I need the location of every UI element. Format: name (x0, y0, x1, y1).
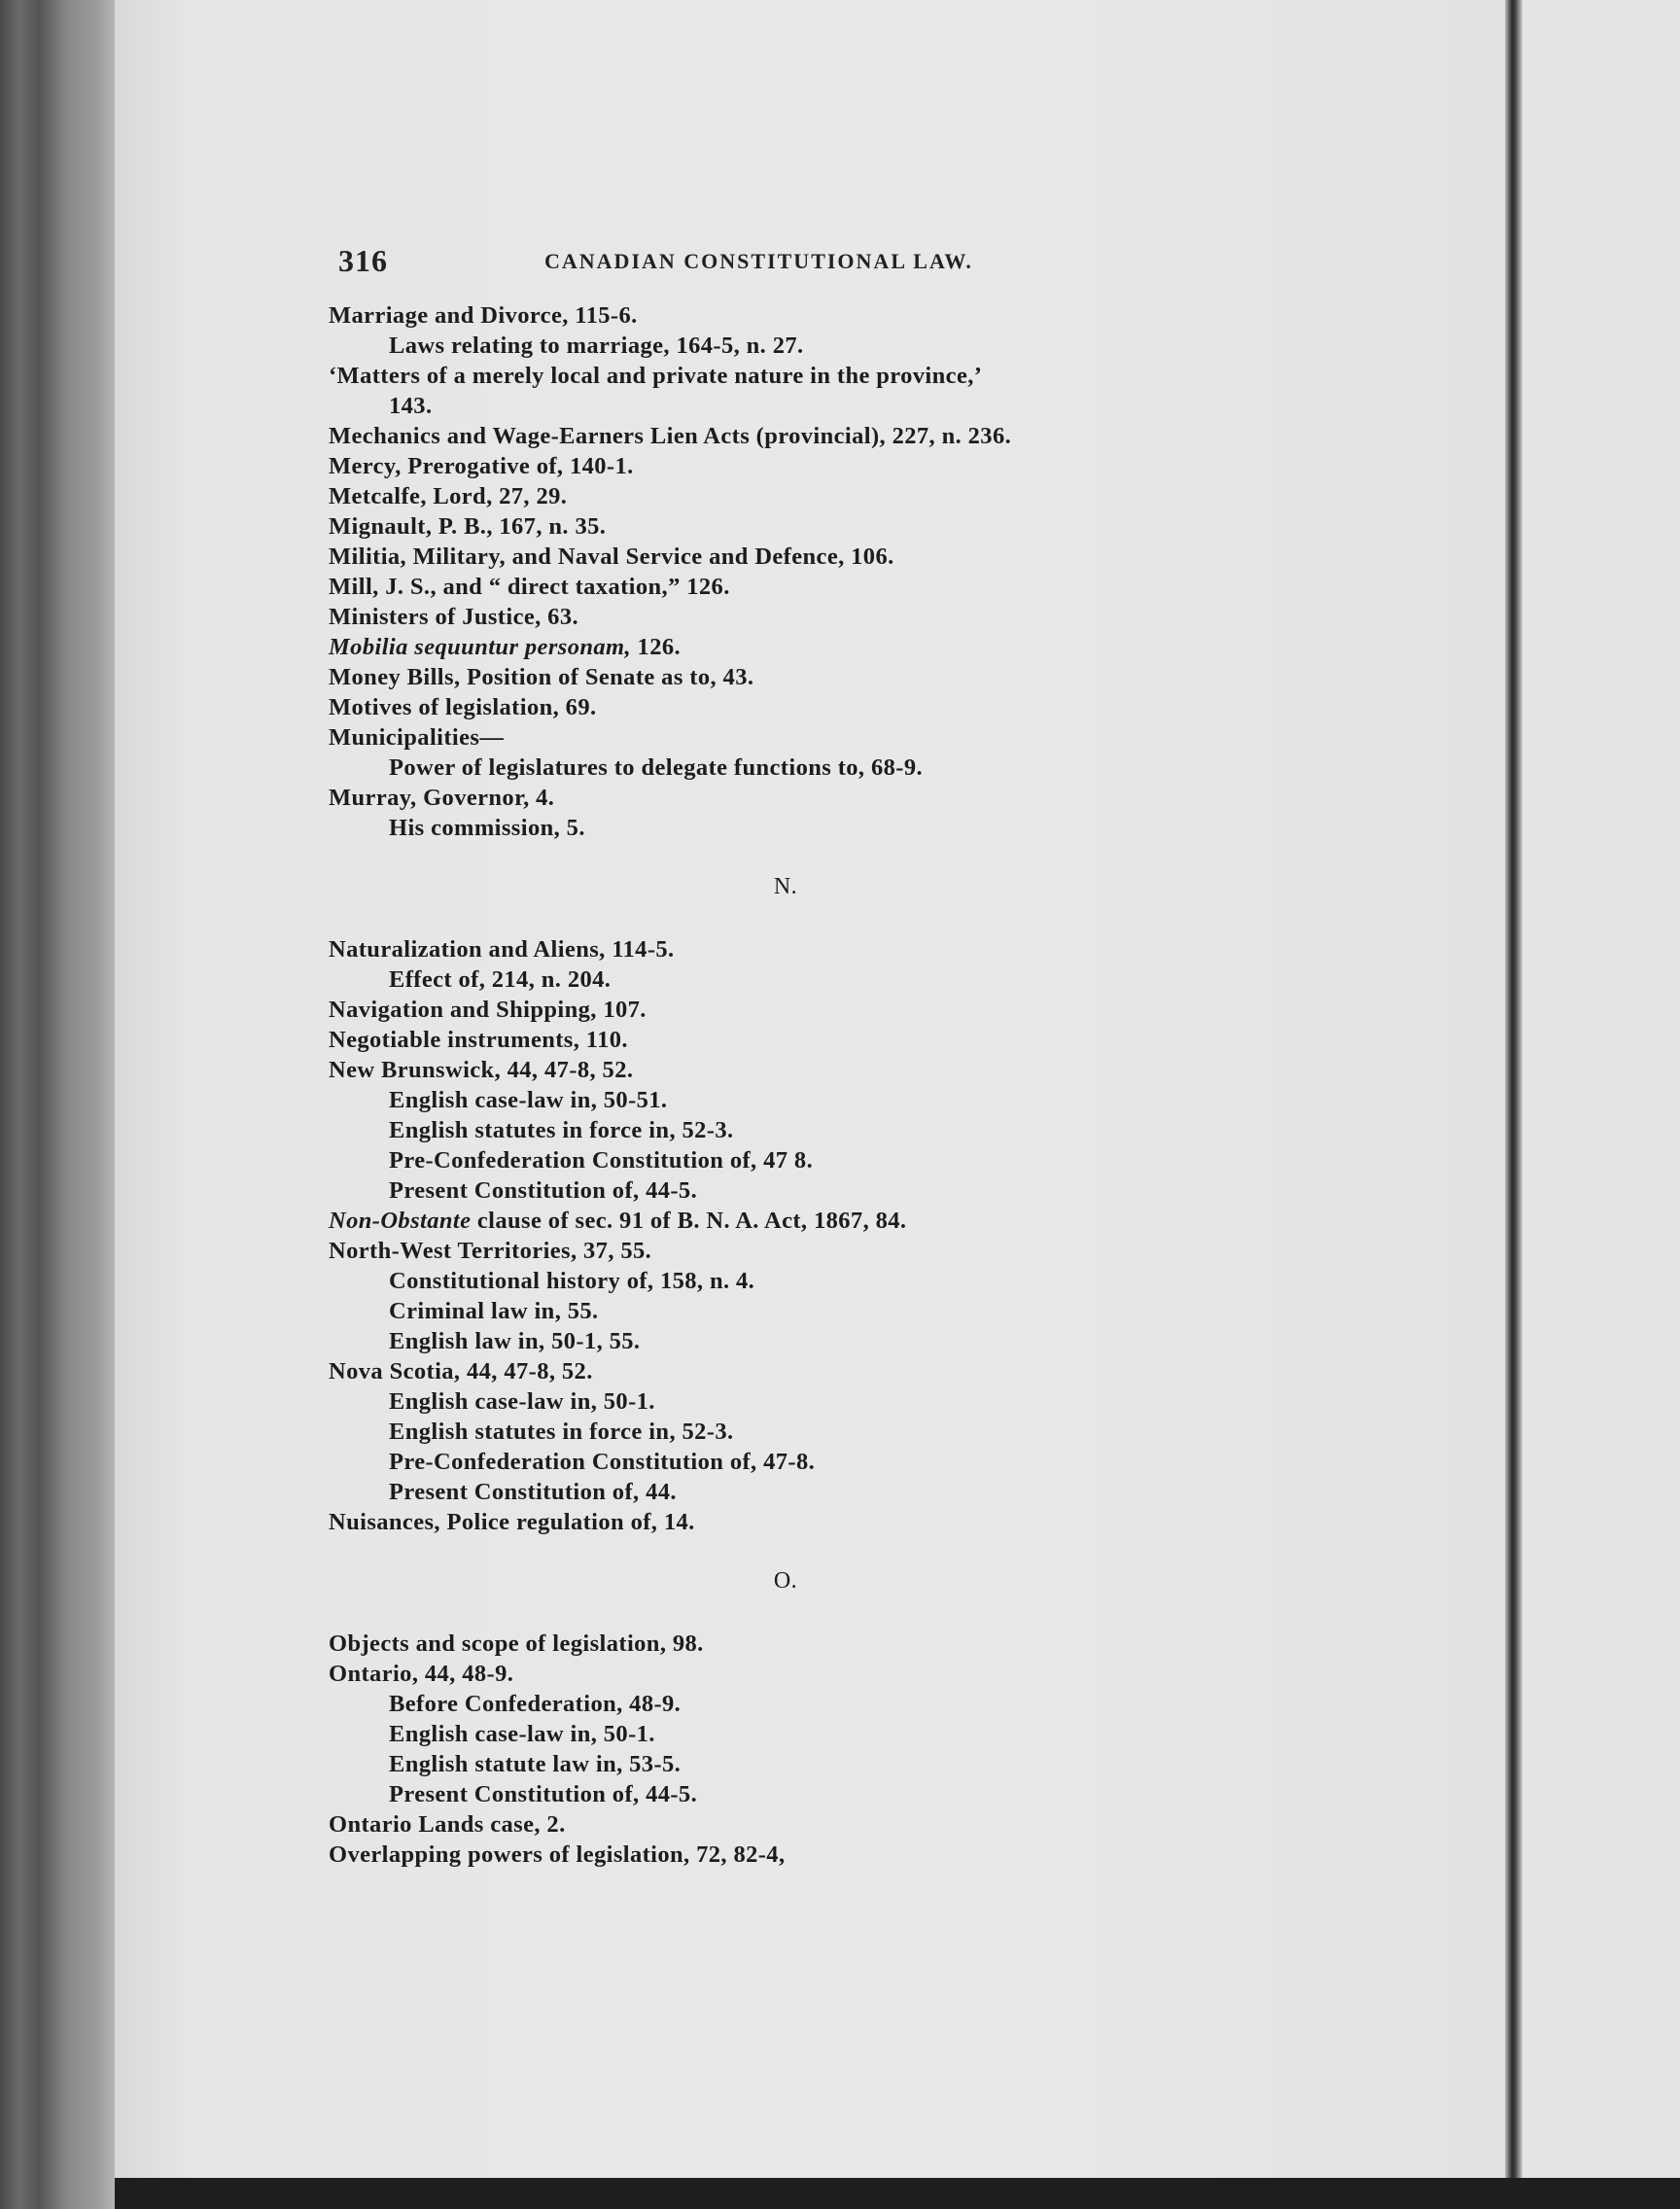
index-entry: Overlapping powers of legislation, 72, 82-4, (329, 1841, 786, 1868)
page-header (338, 243, 1038, 278)
index-subentry: Constitutional history of, 158, n. 4. (389, 1268, 755, 1294)
section-letter: N. (773, 874, 798, 899)
index-subentry: Laws relating to marriage, 164-5, n. 27. (389, 333, 804, 359)
index-subentry: Present Constitution of, 44. (389, 1479, 677, 1505)
index-entry: ‘Matters of a merely local and private nature in the province,’ (329, 363, 983, 389)
index-entry: Mercy, Prerogative of, 140-1. (329, 453, 634, 479)
index-entry (329, 1206, 1301, 1236)
index-subentry: Pre-Confederation Constitution of, 47 8. (389, 1147, 814, 1174)
index-entry: Marriage and Divorce, 115-6. (329, 302, 638, 329)
italic-term: Non-Obstante (329, 1208, 472, 1234)
index-subentry: English statutes in force in, 52-3. (389, 1117, 734, 1143)
index-entry: Ministers of Justice, 63. (329, 604, 578, 630)
index-entry: Motives of legislation, 69. (329, 694, 597, 720)
index-subentry: Power of legislatures to delegate functions to, 68-9. (389, 754, 924, 781)
index-entry: Nova Scotia, 44, 47-8, 52. (329, 1358, 593, 1385)
index-entry: Municipalities— (329, 724, 505, 751)
index-entry: Ontario Lands case, 2. (329, 1811, 566, 1838)
index-subentry: His commission, 5. (389, 815, 585, 841)
entry-text: 126. (631, 634, 682, 660)
book-gutter (1505, 0, 1522, 2209)
index-subentry: English statute law in, 53-5. (389, 1751, 682, 1777)
bottom-shadow (115, 2178, 1680, 2209)
index-subentry: English case-law in, 50-1. (389, 1721, 655, 1747)
book-edge (0, 0, 115, 2209)
index-entry: Mignault, P. B., 167, n. 35. (329, 513, 607, 540)
page-number: 316 (338, 243, 388, 278)
index-subentry: 143. (389, 393, 433, 419)
index-subentry: Before Confederation, 48-9. (389, 1691, 682, 1717)
facing-page-edge (1522, 0, 1680, 2209)
index-entry: Naturalization and Aliens, 114-5. (329, 936, 675, 963)
index-subentry: English law in, 50-1, 55. (389, 1328, 641, 1354)
index-entry: Objects and scope of legislation, 98. (329, 1630, 704, 1657)
index-subentry: English statutes in force in, 52-3. (389, 1419, 734, 1445)
entry-text: clause of sec. 91 of B. N. A. Act, 1867, 84. (471, 1208, 907, 1234)
section-letter: O. (773, 1568, 798, 1594)
index-entry: Mechanics and Wage-Earners Lien Acts (provincial), 227, n. 236. (329, 423, 1012, 449)
index-entry: Money Bills, Position of Senate as to, 43. (329, 664, 754, 690)
index-entry: Ontario, 44, 48-9. (329, 1661, 514, 1687)
index-entry: Militia, Military, and Naval Service and Defence, 106. (329, 543, 894, 570)
index-entry: Mill, J. S., and “ direct taxation,” 126. (329, 574, 730, 600)
index-entry: Negotiable instruments, 110. (329, 1027, 628, 1053)
index-entry: Murray, Governor, 4. (329, 785, 555, 811)
index-entry (329, 632, 1301, 662)
italic-term: Mobilia sequuntur personam, (329, 634, 632, 660)
index-entry: New Brunswick, 44, 47-8, 52. (329, 1057, 634, 1083)
index-entry: Metcalfe, Lord, 27, 29. (329, 483, 568, 509)
running-head: CANADIAN CONSTITUTIONAL LAW. (544, 249, 973, 273)
index-entry: Navigation and Shipping, 107. (329, 997, 647, 1023)
index-subentry: Effect of, 214, n. 204. (389, 966, 612, 993)
index-subentry: English case-law in, 50-51. (389, 1087, 668, 1113)
index-body (329, 300, 1301, 1870)
index-entry: Nuisances, Police regulation of, 14. (329, 1509, 695, 1535)
index-subentry: Criminal law in, 55. (389, 1298, 599, 1324)
index-subentry: English case-law in, 50-1. (389, 1388, 655, 1415)
index-entry: North-West Territories, 37, 55. (329, 1238, 652, 1264)
index-subentry: Present Constitution of, 44-5. (389, 1781, 698, 1807)
index-subentry: Present Constitution of, 44-5. (389, 1177, 698, 1204)
index-subentry: Pre-Confederation Constitution of, 47-8. (389, 1449, 816, 1475)
